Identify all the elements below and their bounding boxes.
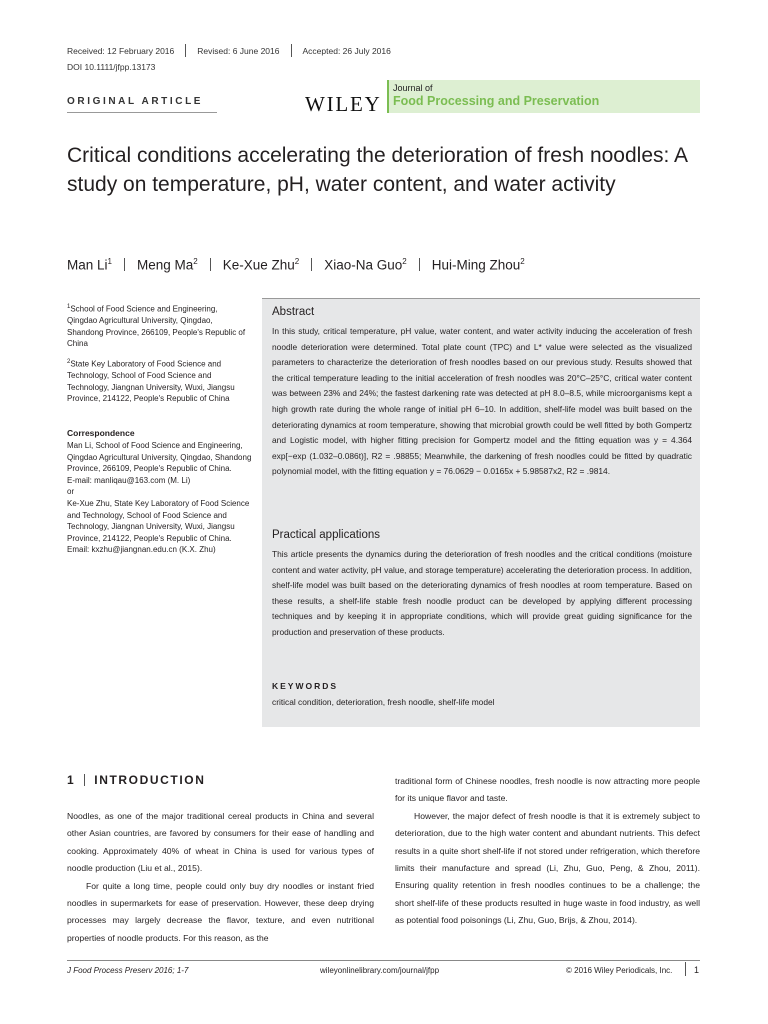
abstract-heading: Abstract: [272, 306, 315, 318]
article-dates: [67, 44, 391, 57]
affiliation: $^2$State Key Laboratory of Food Science and Technology, School of Food Science and Technology, Jiangnan University, Wuxi, Jiangsu Province, 214122, People's Republic of China: [67, 359, 235, 404]
body-column-left: [67, 808, 374, 947]
divider: [185, 44, 186, 57]
footer-copyright: © 2016 Wiley Periodicals, Inc.: [566, 966, 673, 975]
correspondence-block: [67, 440, 252, 556]
correspondence-line: Man Li, School of Food Science and Engineering, Qingdao Agricultural University, Qingdao, Shandong Province, 266109, People's Republic of China.: [67, 441, 252, 474]
body-column-right: [395, 773, 700, 930]
divider: [124, 258, 125, 271]
paragraph: However, the major defect of fresh noodle is that it is extremely subject to deterioration, due to the high water content and abundant nutrients. This defect results in a quite short shelf-life if not stored under refrigeration, which therefore limits their manufacture and spread (Li, Zhu, Guo, Peng, & Zhou, 2011). Ensuring quality retention in fresh noodles continues to be a challenge; the short shelf-life of these products resulted in huge waste in food industry, as well as potential food poisonings (Li, Zhu, Guo, Brijs, & Zhou, 2014).: [395, 810, 700, 926]
author[interactable]: Man Li$^1$: [67, 257, 112, 273]
correspondence-email[interactable]: E-mail: manliqau@163.com (M. Li): [67, 475, 191, 485]
practical-applications-heading: Practical applications: [272, 529, 381, 541]
divider: [419, 258, 420, 271]
accepted-date: Accepted: 26 July 2016: [302, 45, 391, 56]
correspondence-heading: Correspondence: [67, 428, 135, 438]
article-type: ORIGINAL ARTICLE: [67, 96, 204, 107]
author[interactable]: Meng Ma$^2$: [136, 257, 198, 273]
divider: [210, 258, 211, 271]
footer-url[interactable]: wileyonlinelibrary.com/journal/jfpp: [320, 966, 440, 975]
revised-date: Revised: 6 June 2016: [197, 45, 280, 56]
section-heading: [67, 773, 205, 787]
correspondence-line: or: [67, 487, 75, 497]
paragraph: traditional form of Chinese noodles, fresh noodle is now attracting more people for its unique flavor and taste.: [395, 776, 700, 804]
author[interactable]: Hui-Ming Zhou$^2$: [431, 257, 525, 273]
paragraph: Noodles, as one of the major traditional cereal products in China and several other Asian countries, are favored by consumers for their ease of handling and cooking. Approximately 40% of wheat in China is used for various types of noodle production (Liu et al., 2015).: [67, 811, 374, 874]
footer-rule: [67, 960, 700, 961]
author[interactable]: Xiao-Na Guo$^2$: [324, 257, 407, 273]
practical-applications-text: This article presents the dynamics during the deterioration of fresh noodles and the critical conditions (moisture content and water activity, pH value, and storage temperature) accelerating the deterioration process. In addition, shelf-life model was built based on the deteriorating dynamics of fresh noodles at room temperature. Based on these results, a shelf-life stable fresh noodle product can be developed by applying different processing techniques and by keeping it in appropriate conditions, which will provide great guiding significance for the production and preservation of these products.: [272, 549, 692, 637]
paragraph: For quite a long time, people could only buy dry noodles or instant fried noodles in supermarkets for ease of preservation. However, these deep drying processes may largely decrease the flavor, texture, and even nutritional properties of noodle products. For this reason, as the: [67, 880, 374, 943]
publisher-logo: WILEY: [305, 92, 382, 116]
divider: [291, 44, 292, 57]
footer-citation: J Food Process Preserv 2016; 1-7: [67, 966, 189, 975]
journal-name: Food Processing and Preservation: [393, 94, 600, 108]
section-title: INTRODUCTION: [94, 773, 206, 787]
correspondence-email[interactable]: Email: kxzhu@jiangnan.edu.cn (K.X. Zhu): [67, 545, 216, 555]
article-type-rule: [67, 112, 217, 113]
abstract-top-rule: [262, 298, 700, 299]
author-list: [67, 257, 525, 273]
section-number: 1: [67, 773, 76, 787]
keywords-heading: KEYWORDS: [272, 681, 339, 691]
abstract-text: In this study, critical temperature, pH value, water content, and water activity inducing the acceleration of fresh noodle deterioration were determined. Total plate count (TPC) and L* value were selected as the visualized parameters to characterize the deterioration of fresh noodles based on our previous study. Results showed that the critical temperature leading to the initial acceleration of fresh noodles was 20°C–25°C, critical water content was between 23% and 24%; the fastest darkening rate was detected at pH 8.0–8.5, while microorganisms kept a high growth rate during the whole range of initial pH 6–10. In addition, shelf-life model was built based on the deteriorating dynamics at room temperature, showing that microbial growth could be well fitted by both Gompertz and Logistic model, with higher fitting precision for Gompertz model and the fitting equation was y = 4.364 exp[−exp (1.032–0.086t)], R2 = .98855; Meanwhile, the darkening of fresh noodles could be fitted by quadratic polynomial model, with the fitting equation y = 76.0629 − 0.0165x + 5.98587x2, R2 = .9814.: [272, 326, 692, 477]
paper-title: Critical conditions accelerating the deterioration of fresh noodles: A study on temperature, pH, water content, and water activity: [67, 144, 687, 196]
divider: [685, 962, 686, 976]
divider: [84, 774, 85, 786]
keywords-text: critical condition, deterioration, fresh noodle, shelf-life model: [272, 697, 495, 707]
page-number: 1: [694, 965, 700, 975]
journal-banner-bar: [387, 80, 389, 113]
author[interactable]: Ke-Xue Zhu$^2$: [222, 257, 300, 273]
divider: [311, 258, 312, 271]
doi[interactable]: DOI 10.1111/jfpp.13173: [67, 62, 156, 72]
correspondence-line: Ke-Xue Zhu, State Key Laboratory of Food Science and Technology, School of Food Science and Technology, Jiangnan University, Wuxi, Jiangsu Province, 214122, People's Republic of China.: [67, 498, 250, 543]
affiliation: $^1$School of Food Science and Engineering, Qingdao Agricultural University, Qingdao, Shandong Province, 266109, People's Republic of China: [67, 304, 246, 349]
journal-of-label: Journal of: [393, 83, 433, 93]
received-date: Received: 12 February 2016: [67, 45, 175, 56]
